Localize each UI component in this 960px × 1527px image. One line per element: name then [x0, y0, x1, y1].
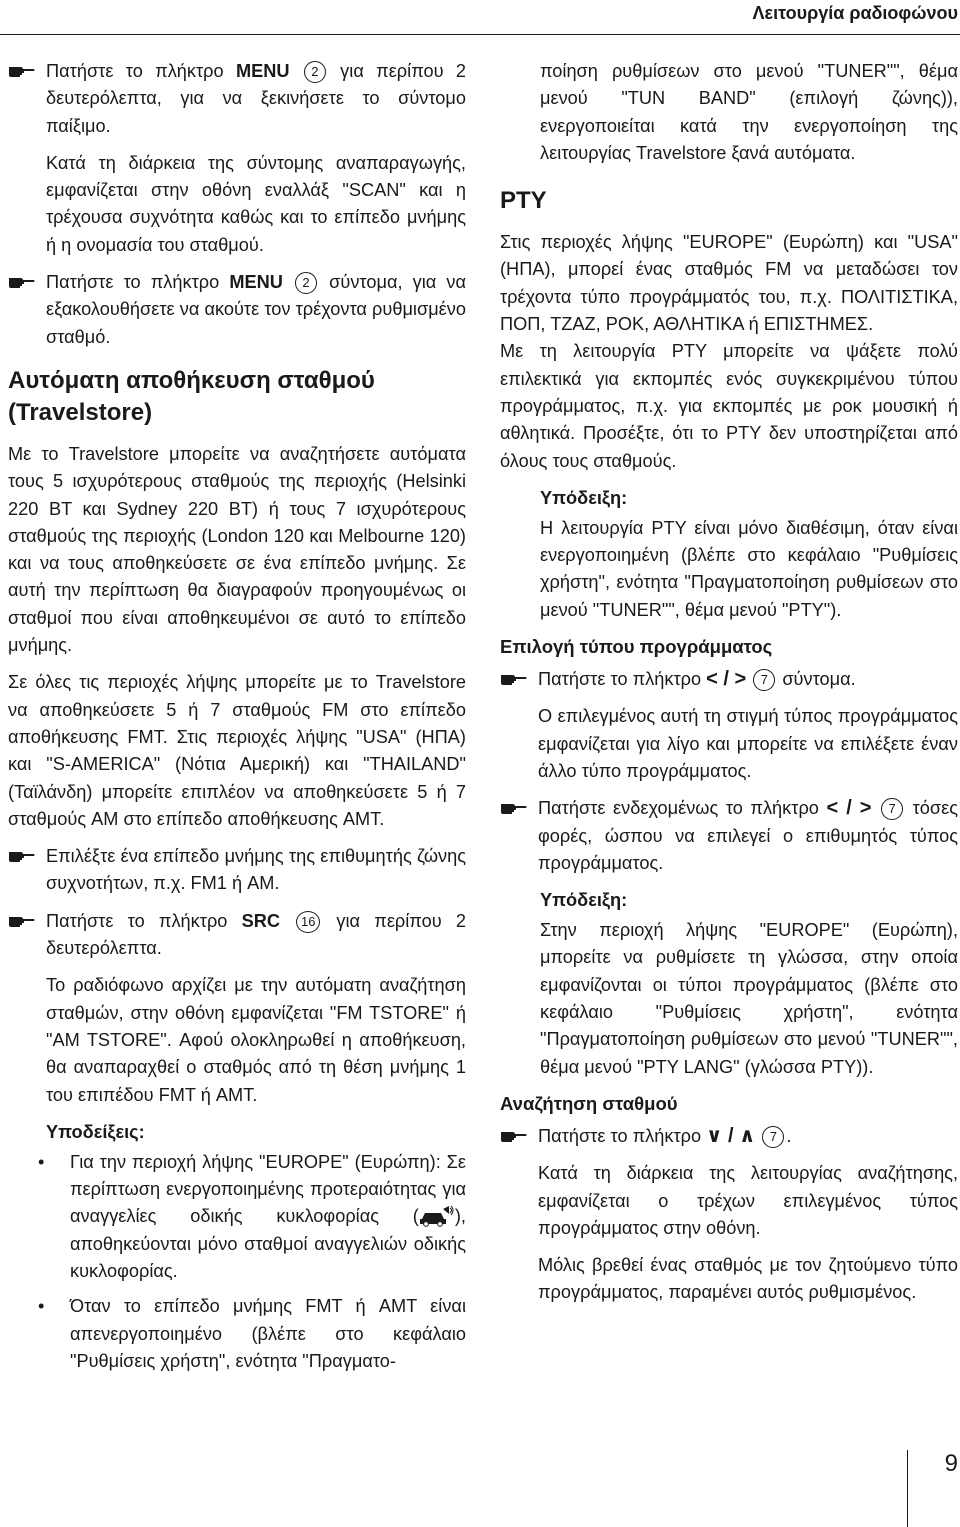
step-text-pre: Πατήστε το πλήκτρο: [538, 669, 707, 690]
step-text-pre: Πατήστε το πλήκτρο: [538, 1125, 707, 1146]
step-description: Μόλις βρεθεί ένας σταθμός με τον ζητούμενο τύπο προγράμματος, παραμένει αυτός ρυθμισμένος.: [538, 1255, 958, 1303]
pointing-hand-icon: [8, 61, 36, 81]
pointing-hand-icon: [8, 272, 36, 292]
notes-list: [8, 1149, 466, 1375]
paragraph-travelstore-regions: Σε όλες τις περιοχές λήψης μπορείτε με το Travelstore να αποθηκεύσετε 5 ή 7 σταθμούς FM στο επίπεδο αποθήκευσης FMT. Στις περιοχές λήψης "USA" (ΗΠΑ) και "S-AMERICA" (Νότια Αμερική) και "THAILAND" (Ταϊλάνδη) μπορείτε επιπλέον να αποθηκεύσετε 5 ή 7 σταθμούς AM στο επίπεδο αποθήκευσης AMT.: [8, 672, 466, 829]
step-menu-long-press: [8, 58, 466, 140]
step-text-post: σύντομα.: [777, 669, 856, 690]
left-column: [8, 58, 466, 1385]
step-description: Κατά τη διάρκεια της σύντομης αναπαραγωγής, εμφανίζεται στην οθόνη εναλλάξ "SCAN" και η τρέχουσα συχνότητα καθώς και το επίπεδο μνήμης ή η ονομασία του σταθμού.: [46, 152, 466, 255]
pointing-hand-icon: [8, 846, 36, 866]
right-column: [500, 58, 958, 1317]
section-heading-station-search: Αναζήτηση σταθμού: [500, 1092, 678, 1114]
step-menu-short-press: [8, 269, 466, 351]
pointing-hand-icon: [500, 1126, 528, 1146]
step-select-type-repeat: [500, 795, 958, 877]
page-number-box: [907, 1450, 960, 1527]
step-text-post: τόσες φορές, ώσπου να επιλεγεί ο επιθυμητός τύπος προγράμματος.: [538, 798, 959, 873]
note-text-post: ), αποθηκεύονται μόνο σταθμοί αναγγελιών οδικής κυκλοφορίας.: [70, 1206, 466, 1281]
section-heading-travelstore: Αυτόματη αποθήκευση σταθμού (Travelstore): [8, 366, 375, 426]
step-text-pre: Πατήστε το πλήκτρο: [46, 61, 236, 81]
paragraph-pty-search: Με τη λειτουργία PTY μπορείτε να ψάξετε πολύ επιλεκτικά για εκπομπές ενός συγκεκριμένου τύπου προγράμματος, π.χ. για εκπομπές με ροκ μουσική ή αθλητικά. Προσέξτε, ότι το PTY δεν υποστηρίζεται από όλους τους σταθμούς.: [500, 341, 958, 471]
step-text-post: σύντομα, για να εξακολουθήσετε να ακούτε τον τρέχοντα ρυθμισμένο σταθμό.: [46, 272, 466, 347]
paragraph-continuation: ποίηση ρυθμίσεων στο μενού "TUNER"", θέμα μενού "TUN BAND" (επιλογή ζώνης)), ενεργοποιείται κατά την ενεργοποίηση της λειτουργίας Travelstore ξανά αυτόματα.: [540, 61, 958, 163]
key-number-badge: 16: [296, 911, 320, 933]
section-heading-select-type: Επιλογή τύπου προγράμματος: [500, 636, 773, 658]
key-number-badge: 7: [881, 798, 903, 820]
key-number-badge: 7: [762, 1126, 784, 1148]
left-right-arrows-icon: < / >: [706, 668, 747, 691]
page-number: 9: [944, 1450, 958, 1477]
hint-heading: Υπόδειξη:: [540, 890, 628, 911]
pointing-hand-icon: [500, 669, 528, 689]
step-text-pre: Πατήστε ενδεχομένως το πλήκτρο: [538, 798, 827, 819]
step-select-memory-level: [8, 843, 466, 898]
key-number-badge: 2: [295, 272, 317, 294]
traffic-announcement-icon: [419, 1205, 455, 1227]
step-select-type-short: [500, 666, 958, 693]
up-down-arrows-icon: ∨ / ∧: [706, 1124, 756, 1147]
note-text-pre: Για την περιοχή λήψης "EUROPE" (Ευρώπη): Σε περίπτωση ενεργοποιημένης προτεραιότητας για αναγγελίες οδικής κυκλοφορίας (: [70, 1151, 466, 1227]
step-text: Επιλέξτε ένα επίπεδο μνήμης της επιθυμητής ζώνης συχνοτήτων, π.χ. FM1 ή AM.: [46, 846, 466, 894]
notes-heading: Υποδείξεις:: [46, 1121, 145, 1142]
key-label: SRC: [241, 910, 281, 931]
step-search-station: [500, 1123, 958, 1150]
key-label: MENU: [235, 61, 290, 81]
paragraph-travelstore-intro: Με το Travelstore μπορείτε να αναζητήσετε αυτόματα τους 5 ισχυρότερους σταθμούς της περιοχής (Helsinki 220 BT και Sydney 220 BT) ή τους 7 ισχυρότερους σταθμούς της περιοχής (London 120 και Melbourne 120) και να τους αποθηκεύσετε σε ένα επίπεδο μνήμης. Σε αυτή την περίπτωση θα διαγραφούν προηγουμένως οι σταθμοί που είναι αποθηκευμένοι σε αυτό το επίπεδο μνήμης.: [8, 443, 466, 656]
pointing-hand-icon: [500, 798, 528, 818]
step-description: Το ραδιόφωνο αρχίζει με την αυτόματη αναζήτηση σταθμών, στην οθόνη εμφανίζεται "FM TSTORE" ή "AM TSTORE". Αφού ολοκληρωθεί η αποθήκευση, θα αναπαραχθεί ο σταθμός από τη θέση μνήμης 1 του επιπέδου FMT ή AMT.: [46, 975, 466, 1105]
key-number-badge: 7: [753, 669, 775, 691]
key-number-badge: 2: [304, 61, 326, 83]
step-src-long-press: [8, 908, 466, 963]
step-text-pre: Πατήστε το πλήκτρο: [46, 272, 230, 293]
page-header: [0, 0, 960, 35]
step-description: Κατά τη διάρκεια της λειτουργίας αναζήτησης, εμφανίζεται ο τρέχων επιλεγμένος τύπος προγράμματος στην οθόνη.: [538, 1163, 958, 1238]
step-text-post: .: [786, 1125, 792, 1146]
step-description: Ο επιλεγμένος αυτή τη στιγμή τύπος προγράμματος εμφανίζεται για λίγο και μπορείτε να επιλέξετε έναν άλλο τύπο προγράμματος.: [538, 706, 958, 781]
note-item: • Όταν το επίπεδο μνήμης FMT ή AMT είναι απενεργοποιημένο (βλέπε στο κεφάλαιο "Ρυθμίσεις χρήστη", ενότητα "Πραγματο-: [8, 1293, 466, 1375]
section-heading-pty: PTY: [500, 187, 547, 215]
key-label: MENU: [229, 272, 283, 293]
step-text-pre: Πατήστε το πλήκτρο: [46, 910, 242, 931]
hint-text: Η λειτουργία PTY είναι μόνο διαθέσιμη, όταν είναι ενεργοποιημένη (βλέπε στο κεφάλαιο "Ρυθμίσεις χρήστη", ενότητα "Πραγματοποίηση ρυθμίσεων στο μενού "TUNER"", θέμα μενού "PTY").: [540, 517, 958, 620]
hint-text: Στην περιοχή λήψης "EUROPE" (Ευρώπη), μπορείτε να ρυθμίσετε τη γλώσσα, στην οποία εμφανίζονται οι τύποι προγράμματος (βλέπε στο κεφάλαιο "Ρυθμίσεις χρήστη", ενότητα "Πραγματοποίηση ρυθμίσεων στο μενού "TUNER"", θέμα μενού "PTY LANG" (γλώσσα PTY)).: [540, 920, 958, 1077]
note-item: [8, 1149, 466, 1285]
page-title: Λειτουργία ραδιοφώνου: [752, 3, 958, 23]
pointing-hand-icon: [8, 911, 36, 931]
paragraph-pty-intro: Στις περιοχές λήψης "EUROPE" (Ευρώπη) και "USA" (ΗΠΑ), μπορεί ένας σταθμός FM να μεταδώσει τον τρέχοντα τύπο προγράμματός του, π.χ. ΠΟΛΙΤΙΣΤΙΚΑ, ΠΟΠ, ΤΖΑΖ, ΡΟΚ, ΑΘΛΗΤΙΚΑ ή ΕΠΙΣΤΗΜΕΣ.: [500, 232, 958, 335]
hint-heading: Υπόδειξη:: [540, 487, 628, 508]
left-right-arrows-icon: < / >: [826, 797, 872, 820]
step-text-post: για περίπου 2 δευτερόλεπτα, για να ξεκινήσετε το σύντομο παίξιμο.: [46, 61, 466, 136]
step-text-post: για περίπου 2 δευτερόλεπτα.: [46, 910, 466, 959]
